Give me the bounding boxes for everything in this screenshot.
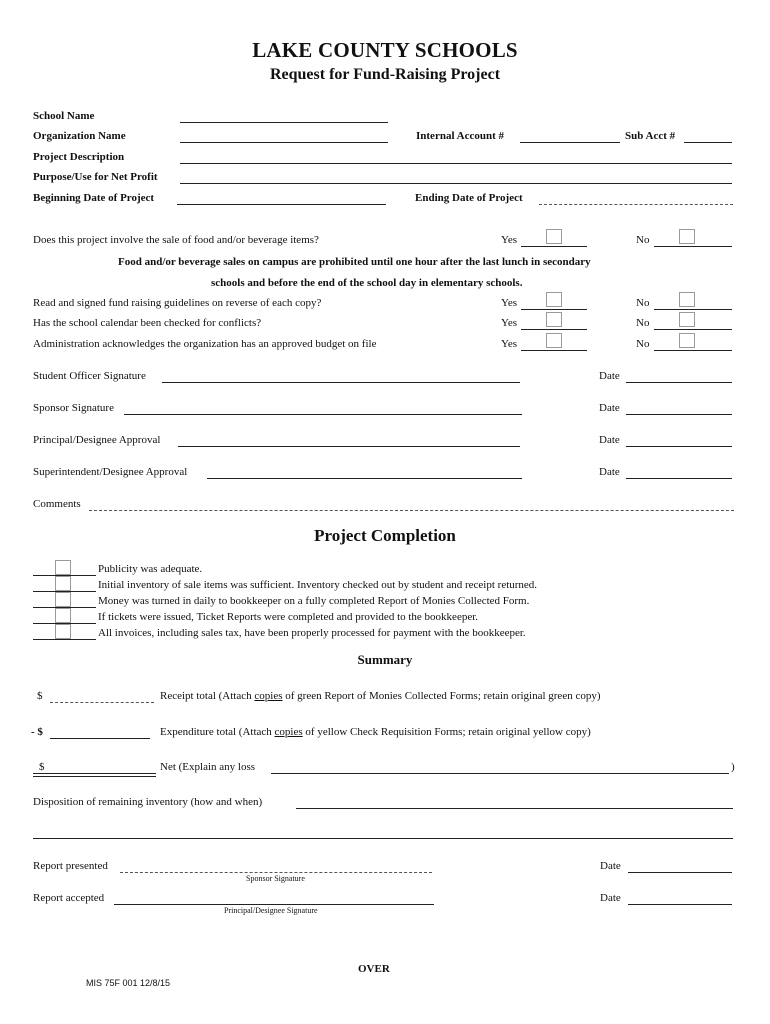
- report-accepted-date-label: Date: [600, 892, 621, 904]
- budget-yes-label: Yes: [501, 338, 518, 350]
- net-dollar: $: [39, 761, 45, 773]
- completion-item-2: Initial inventory of sale items was sufficient. Inventory checked out by student and receipt returned.: [98, 579, 538, 591]
- student-officer-date-field[interactable]: [626, 382, 732, 383]
- ending-date-label: Ending Date of Project: [415, 192, 523, 204]
- receipt-dollar: $: [37, 690, 43, 702]
- ending-date-field[interactable]: [539, 204, 733, 205]
- net-explanation-field[interactable]: [271, 773, 729, 774]
- food-no-label: No: [636, 234, 650, 246]
- net-close-paren: ): [731, 761, 735, 773]
- net-total-field[interactable]: [33, 773, 156, 774]
- disposition-field[interactable]: [296, 808, 733, 809]
- completion-item-4: If tickets were issued, Ticket Reports were completed and provided to the bookkeeper.: [98, 611, 479, 623]
- budget-yes-checkbox[interactable]: [546, 333, 562, 348]
- calendar-question: Has the school calendar been checked for conflicts?: [33, 317, 262, 329]
- internal-account-field[interactable]: [520, 142, 620, 143]
- completion-item-3: Money was turned in daily to bookkeeper on a fully completed Report of Monies Collected Form.: [98, 595, 530, 607]
- organization-name-label: Organization Name: [33, 130, 126, 142]
- principal-date-field[interactable]: [626, 446, 732, 447]
- disposition-label: Disposition of remaining inventory (how and when): [33, 796, 263, 808]
- receipt-total-field[interactable]: [50, 702, 154, 703]
- sponsor-date-field[interactable]: [626, 414, 732, 415]
- student-officer-signature-field[interactable]: [162, 382, 520, 383]
- report-accepted-label: Report accepted: [33, 892, 105, 904]
- calendar-no-label: No: [636, 317, 650, 329]
- sponsor-date-label: Date: [599, 402, 620, 414]
- superintendent-date-field[interactable]: [626, 478, 732, 479]
- guidelines-no-label: No: [636, 297, 650, 309]
- completion-line-5: [33, 639, 96, 640]
- calendar-no-line: [654, 329, 732, 330]
- food-yes-line: [521, 246, 587, 247]
- food-notice-line-2: schools and before the end of the school day in elementary schools.: [211, 277, 523, 289]
- calendar-yes-label: Yes: [501, 317, 518, 329]
- completion-checkbox-5[interactable]: [55, 624, 71, 639]
- principal-approval-label: Principal/Designee Approval: [33, 434, 161, 446]
- project-completion-heading: Project Completion: [314, 526, 456, 545]
- sponsor-signature-label: Sponsor Signature: [33, 402, 114, 414]
- report-accepted-field[interactable]: [114, 904, 434, 905]
- superintendent-approval-field[interactable]: [207, 478, 522, 479]
- sponsor-signature-caption: Sponsor Signature: [246, 874, 305, 883]
- budget-yes-line: [521, 350, 587, 351]
- beginning-date-label: Beginning Date of Project: [33, 192, 155, 204]
- purpose-use-label: Purpose/Use for Net Profit: [33, 171, 158, 183]
- principal-date-label: Date: [599, 434, 620, 446]
- report-presented-date-field[interactable]: [628, 872, 732, 873]
- food-no-checkbox[interactable]: [679, 229, 695, 244]
- food-yes-checkbox[interactable]: [546, 229, 562, 244]
- purpose-use-field[interactable]: [180, 183, 732, 184]
- calendar-yes-checkbox[interactable]: [546, 312, 562, 327]
- guidelines-no-line: [654, 309, 732, 310]
- report-presented-field[interactable]: [120, 872, 432, 873]
- food-yes-label: Yes: [501, 234, 518, 246]
- calendar-yes-line: [521, 329, 587, 330]
- comments-field[interactable]: [89, 510, 734, 511]
- superintendent-date-label: Date: [599, 466, 620, 478]
- guidelines-yes-checkbox[interactable]: [546, 292, 562, 307]
- expenditure-dollar: - $: [31, 726, 43, 738]
- budget-no-line: [654, 350, 732, 351]
- report-presented-date-label: Date: [600, 860, 621, 872]
- beginning-date-field[interactable]: [177, 204, 386, 205]
- completion-checkbox-2[interactable]: [55, 576, 71, 591]
- disposition-field-2[interactable]: [33, 838, 733, 839]
- project-description-label: Project Description: [33, 151, 125, 163]
- budget-no-checkbox[interactable]: [679, 333, 695, 348]
- form-number: MIS 75F 001 12/8/15: [86, 978, 171, 988]
- expenditure-total-field[interactable]: [50, 738, 150, 739]
- guidelines-yes-label: Yes: [501, 297, 518, 309]
- superintendent-approval-label: Superintendent/Designee Approval: [33, 466, 188, 478]
- student-officer-date-label: Date: [599, 370, 620, 382]
- internal-account-label: Internal Account #: [416, 130, 504, 142]
- budget-no-label: No: [636, 338, 650, 350]
- summary-heading: Summary: [357, 652, 413, 667]
- budget-question: Administration acknowledges the organization has an approved budget on file: [33, 338, 377, 350]
- food-no-line: [654, 246, 732, 247]
- food-question: Does this project involve the sale of food and/or beverage items?: [33, 234, 319, 246]
- principal-signature-caption: Principal/Designee Signature: [224, 906, 318, 915]
- student-officer-signature-label: Student Officer Signature: [33, 370, 146, 382]
- sub-acct-field[interactable]: [684, 142, 732, 143]
- comments-label: Comments: [33, 498, 81, 510]
- school-name-label: School Name: [33, 110, 95, 122]
- form-title: LAKE COUNTY SCHOOLS: [252, 38, 518, 62]
- guidelines-yes-line: [521, 309, 587, 310]
- net-double-underline: [33, 776, 156, 777]
- completion-item-5: All invoices, including sales tax, have been properly processed for payment with the bookkeeper.: [98, 627, 526, 639]
- guidelines-no-checkbox[interactable]: [679, 292, 695, 307]
- school-name-field[interactable]: [180, 122, 388, 123]
- project-description-field[interactable]: [180, 163, 732, 164]
- calendar-no-checkbox[interactable]: [679, 312, 695, 327]
- over-label: OVER: [358, 963, 390, 975]
- sponsor-signature-field[interactable]: [124, 414, 522, 415]
- food-notice-line-1: Food and/or beverage sales on campus are prohibited until one hour after the last lunch in secondary: [118, 256, 591, 268]
- completion-checkbox-1[interactable]: [55, 560, 71, 575]
- report-presented-label: Report presented: [33, 860, 108, 872]
- sub-acct-label: Sub Acct #: [625, 130, 676, 142]
- net-label: Net (Explain any loss: [160, 761, 256, 773]
- completion-item-1: Publicity was adequate.: [98, 563, 203, 575]
- form-subtitle: Request for Fund-Raising Project: [269, 66, 501, 83]
- report-accepted-date-field[interactable]: [628, 904, 732, 905]
- expenditure-total-label: Expenditure total (Attach copies of yellow Check Requisition Forms; retain original yellow copy): [160, 726, 591, 738]
- principal-approval-field[interactable]: [178, 446, 520, 447]
- completion-checkbox-3[interactable]: [55, 592, 71, 607]
- guidelines-question: Read and signed fund raising guidelines on reverse of each copy?: [33, 297, 322, 309]
- organization-name-field[interactable]: [180, 142, 388, 143]
- receipt-total-label: Receipt total (Attach copies of green Report of Monies Collected Forms; retain original green copy): [160, 690, 601, 702]
- completion-checkbox-4[interactable]: [55, 608, 71, 623]
